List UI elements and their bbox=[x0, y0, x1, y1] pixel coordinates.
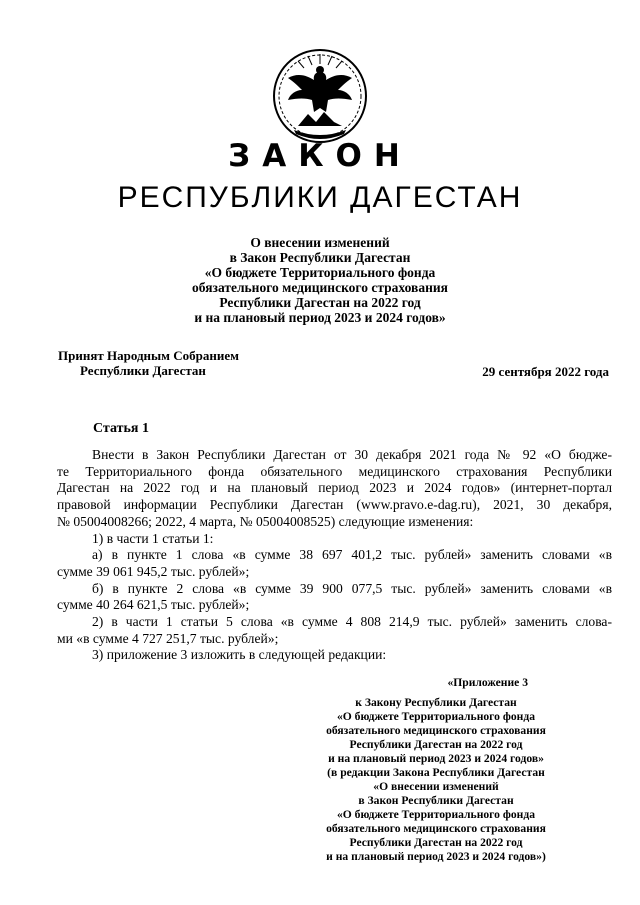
adopted-line-1: Принят Народным Собранием bbox=[58, 348, 240, 363]
body-line: те Территориального фонда обязательного медицинского страхования Республики bbox=[57, 463, 612, 479]
adopted-by bbox=[58, 348, 239, 378]
body-line: сумме 39 061 945,2 тыс. рублей»; bbox=[57, 563, 250, 579]
appendix-line: «О бюджете Территориального фонда bbox=[336, 808, 536, 821]
subject-line: «О бюджете Территориального фонда bbox=[204, 265, 436, 280]
body-line: Дагестан на 2022 год и на плановый период 2023 и 2024 годов» (интернет-портал bbox=[57, 480, 612, 496]
appendix-line: «О бюджете Территориального фонда bbox=[336, 710, 536, 723]
body-line: ми «в сумме 4 727 251,7 тыс. рублей»; bbox=[57, 630, 279, 646]
article-title: Статья 1 bbox=[93, 421, 149, 436]
body-line: б) в пункте 2 слова «в сумме 39 900 077,5 тыс. рублей» заменить словами «в bbox=[92, 580, 612, 596]
body-line: а) в пункте 1 слова «в сумме 38 697 401,2 тыс. рублей» заменить словами «в bbox=[92, 547, 612, 563]
subject-line: О внесении изменений bbox=[250, 235, 390, 250]
subject-line: и на плановый период 2023 и 2024 годов» bbox=[194, 310, 446, 325]
appendix-line: и на плановый период 2023 и 2024 годов») bbox=[326, 850, 546, 863]
appendix-line: обязательного медицинского страхования bbox=[326, 724, 546, 737]
appendix-line: «О внесении изменений bbox=[373, 780, 499, 793]
appendix-header bbox=[300, 676, 572, 864]
law-title: ЗАКОН bbox=[228, 138, 412, 174]
appendix-line: и на плановый период 2023 и 2024 годов» bbox=[328, 752, 544, 765]
body-line: 2) в части 1 статьи 5 слова «в сумме 4 808 214,9 тыс. рублей» заменить слова- bbox=[92, 614, 612, 630]
body-line: сумме 40 264 621,5 тыс. рублей»; bbox=[57, 597, 250, 613]
body-line: Внести в Закон Республики Дагестан от 30 декабря 2021 года № 92 «О бюдже- bbox=[92, 447, 612, 462]
adoption-date: 29 сентября 2022 года bbox=[482, 364, 609, 379]
adopted-line-2: Республики Дагестан bbox=[80, 363, 206, 378]
appendix-line: обязательного медицинского страхования bbox=[326, 822, 546, 835]
body-line: № 05004008266; 2022, 4 марта, № 05004008525) следующие изменения: bbox=[57, 513, 474, 529]
appendix-line: Республики Дагестан на 2022 год bbox=[349, 836, 523, 849]
subject-line: обязательного медицинского страхования bbox=[192, 280, 448, 295]
law-subject bbox=[0, 235, 640, 325]
subject-line: Республики Дагестан на 2022 год bbox=[219, 295, 421, 310]
subject-line: в Закон Республики Дагестан bbox=[229, 250, 411, 265]
body-line: правовой информации Республики Дагестан (www.pravo.e-dag.ru), 2021, 30 декабря, bbox=[57, 497, 612, 513]
appendix-line: Республики Дагестан на 2022 год bbox=[349, 738, 523, 751]
body-line: 1) в части 1 статьи 1: bbox=[92, 530, 214, 546]
appendix-line: в Закон Республики Дагестан bbox=[358, 794, 514, 807]
appendix-title: «Приложение 3 bbox=[447, 676, 528, 689]
article-body bbox=[57, 447, 612, 664]
body-line: 3) приложение 3 изложить в следующей редакции: bbox=[92, 647, 387, 663]
appendix-line: (в редакции Закона Республики Дагестан bbox=[327, 766, 545, 779]
dagestan-coat-of-arms-icon bbox=[268, 42, 372, 146]
appendix-line: к Закону Республики Дагестан bbox=[355, 696, 517, 709]
republic-title: РЕСПУБЛИКИ ДАГЕСТАН bbox=[117, 181, 523, 214]
